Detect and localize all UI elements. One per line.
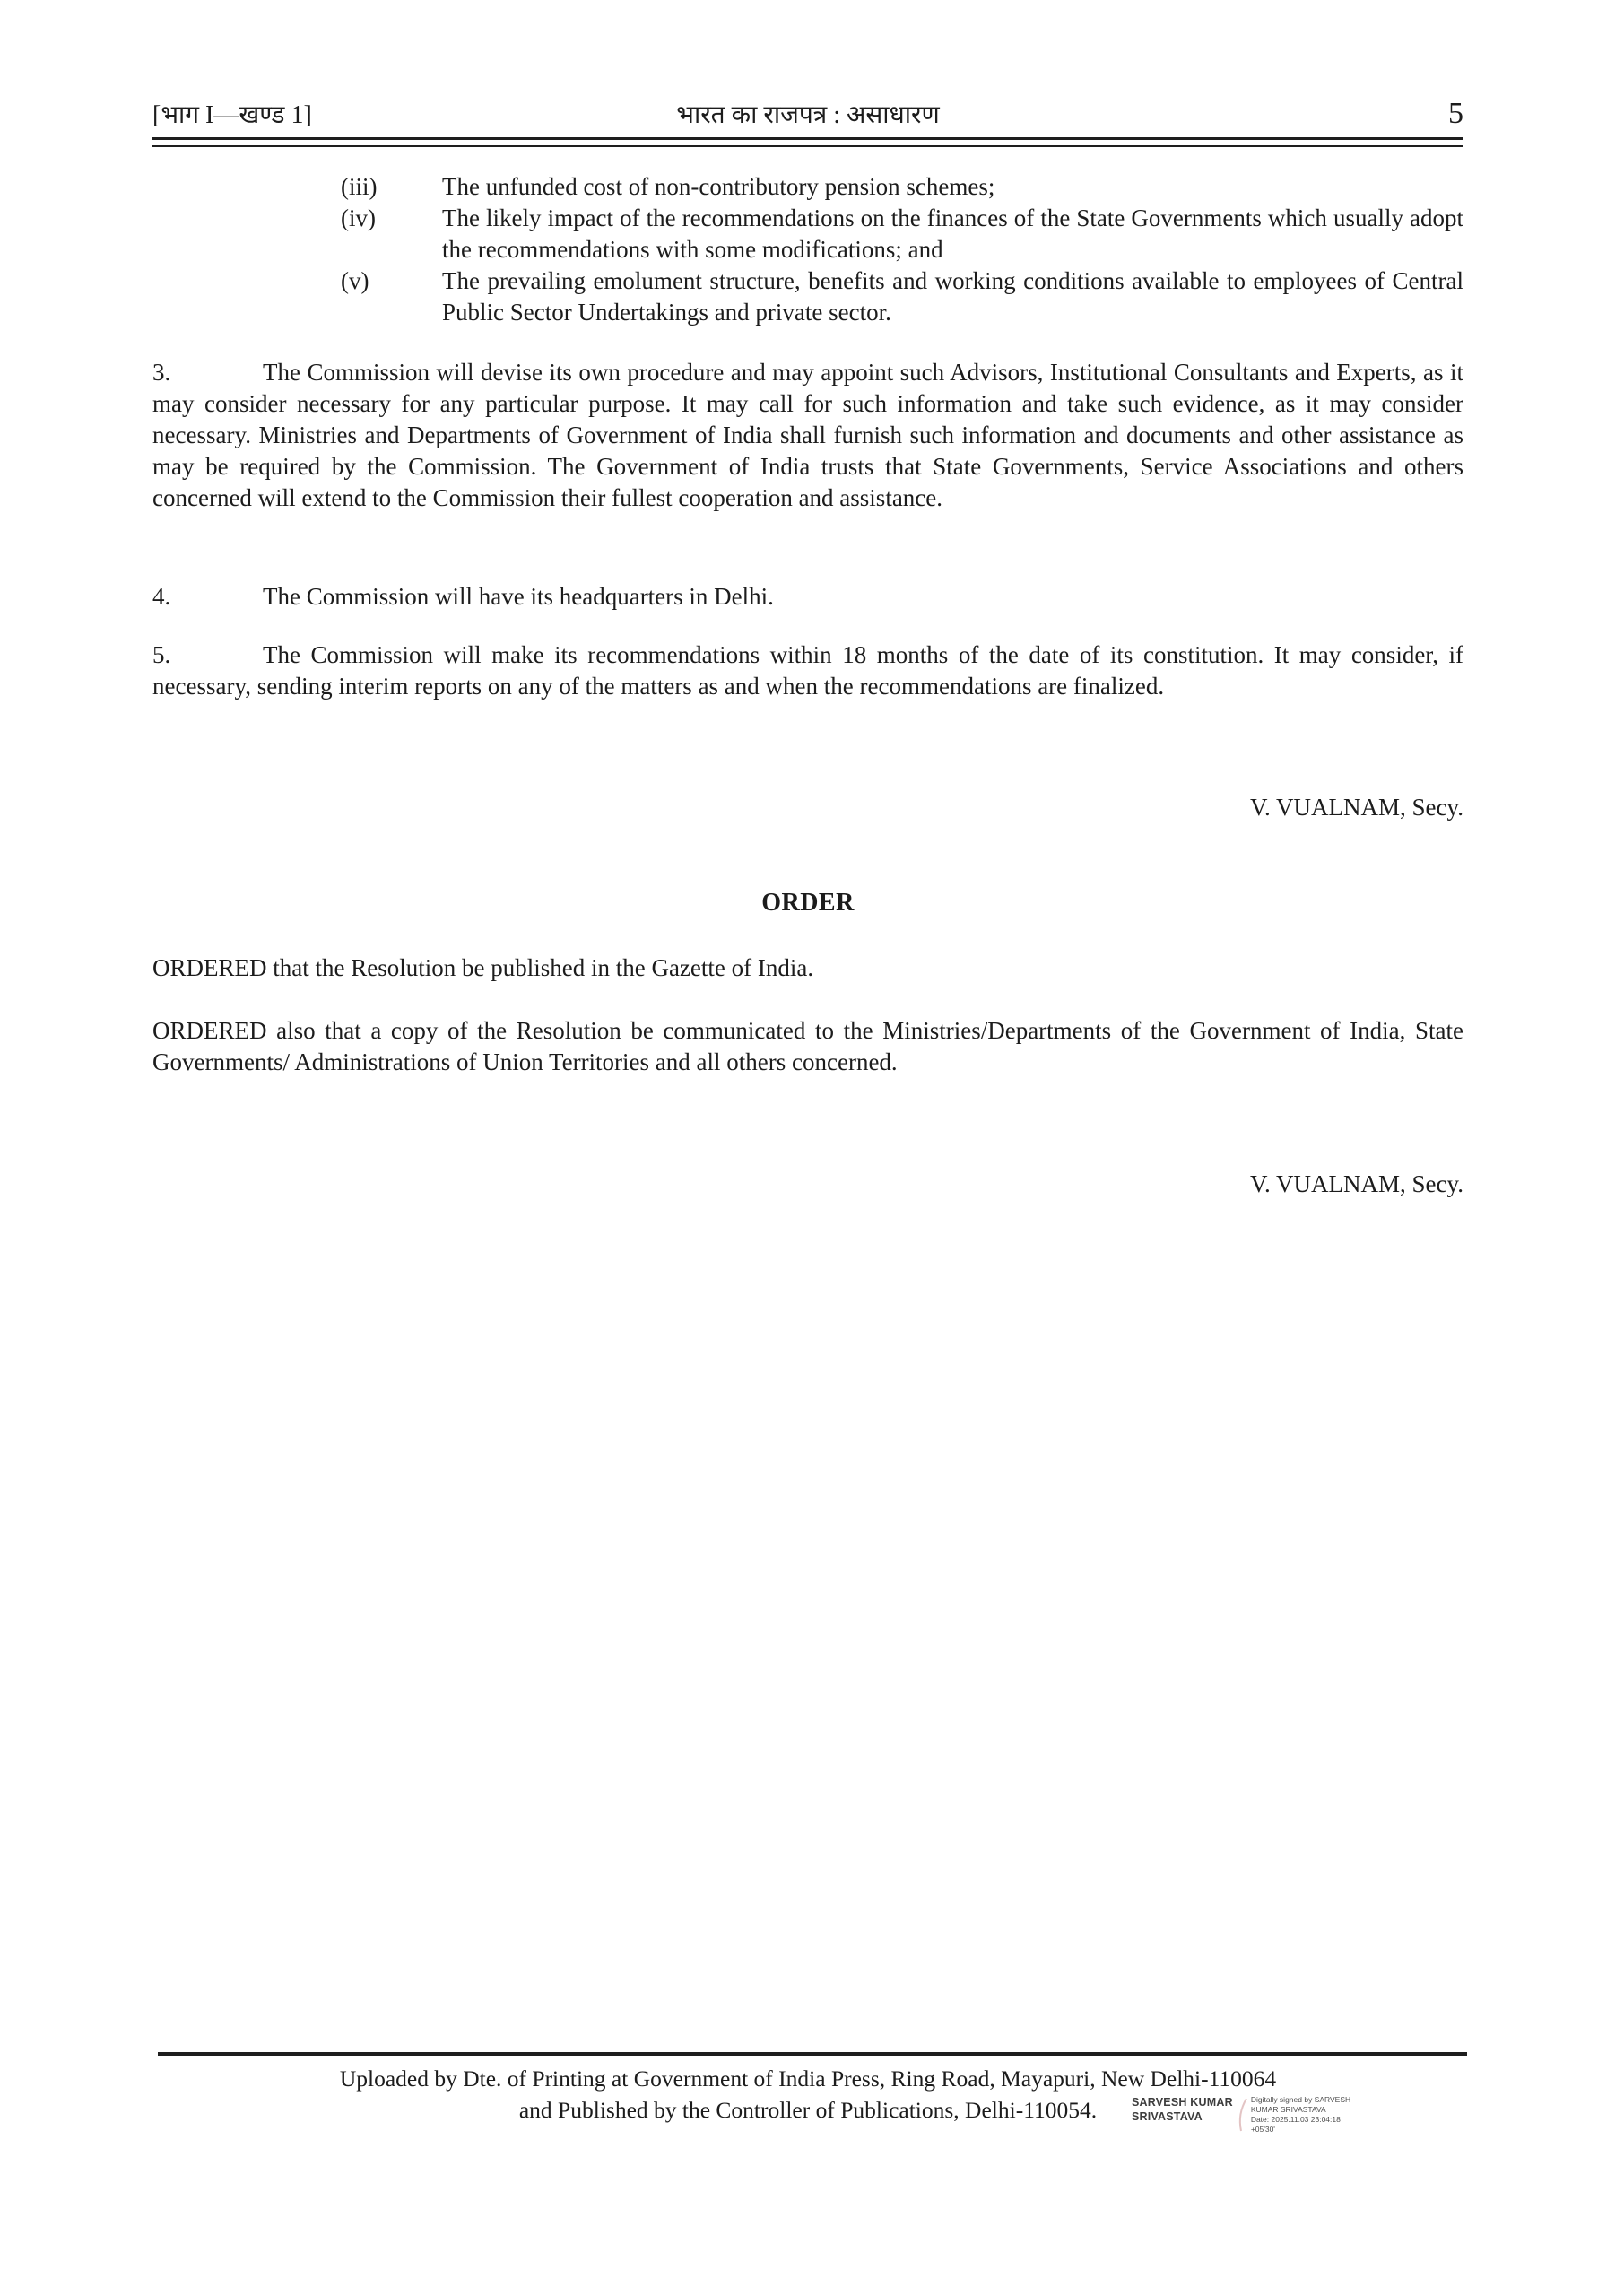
list-item	[152, 203, 1463, 265]
ordered-paragraph-1: ORDERED that the Resolution be published in the Gazette of India.	[152, 954, 814, 981]
signature-flourish-icon	[1236, 2097, 1248, 2133]
signature-details-text: Digitally signed by SARVESH KUMAR SRIVASTAVA	[1250, 2095, 1351, 2114]
paragraph-number: 5.	[152, 641, 171, 668]
consideration-list	[152, 171, 1463, 328]
list-item-text: The unfunded cost of non-contributory pension schemes;	[442, 173, 995, 200]
paragraph-number: 3.	[152, 359, 171, 386]
ordered-paragraph-2: ORDERED also that a copy of the Resolution be communicated to the Ministries/Departments of the Government of India, State Governments/ Administrations of Union Territories and all others concerned.	[152, 1017, 1463, 1075]
signature-details	[1251, 2095, 1351, 2135]
paragraph-5	[152, 639, 1463, 702]
paragraph-text: The Commission will make its recommendations within 18 months of the date of its constitution. It may consider, if necessary, sending interim reports on any of the matters as and when the recommendations are finalized.	[152, 641, 1463, 700]
page-number: 5	[1448, 97, 1463, 130]
digital-signature-block	[1132, 2095, 1351, 2135]
order-heading: ORDER	[761, 889, 855, 917]
footer-published-line	[152, 2095, 1463, 2134]
secretary-signature-1: V. VUALNAM, Secy.	[1249, 794, 1463, 821]
list-item-marker: (iii)	[341, 173, 378, 200]
list-item-marker: (iv)	[341, 204, 376, 231]
list-item	[152, 265, 1463, 328]
list-item-text: The likely impact of the recommendations on the finances of the State Governments which usually adopt the recommendations with some modifications; and	[442, 204, 1463, 263]
page-header	[152, 99, 1463, 131]
signer-name-line2: SRIVASTAVA	[1132, 2110, 1203, 2123]
header-part-section: [भाग I—खण्ड 1]	[152, 101, 312, 129]
list-item-text: The prevailing emolument structure, benefits and working conditions available to employees of Central Public Sector Undertakings and private sector.	[442, 267, 1463, 326]
paragraph-number: 4.	[152, 583, 171, 610]
footer-uploaded-line: Uploaded by Dte. of Printing at Government of India Press, Ring Road, Mayapuri, New Delhi-110064	[339, 2066, 1277, 2092]
signer-name	[1132, 2095, 1233, 2124]
paragraph-4	[152, 581, 1463, 613]
paragraph-text: The Commission will have its headquarters in Delhi.	[263, 583, 774, 610]
header-gazette-title: भारत का राजपत्र : असाधारण	[676, 101, 940, 129]
paragraph-3	[152, 357, 1463, 514]
list-item	[152, 171, 1463, 203]
paragraph-text: The Commission will devise its own procedure and may appoint such Advisors, Institutional Consultants and Experts, as it may consider necessary for any particular purpose. It may call for such information and take such evidence, as it may consider necessary. Ministries and Departments of Government of India shall furnish such information and documents and other assistance as may be required by the Commission. The Government of India trusts that State Governments, Service Associations and others concerned will extend to the Commission their fullest cooperation and assistance.	[152, 359, 1463, 511]
list-item-marker: (v)	[341, 267, 369, 294]
secretary-signature-2: V. VUALNAM, Secy.	[1249, 1170, 1463, 1197]
signer-name-line1: SARVESH KUMAR	[1132, 2096, 1233, 2109]
footer-published-text: and Published by the Controller of Publications, Delhi-110054.	[518, 2097, 1098, 2123]
footer-divider	[158, 2052, 1467, 2056]
signature-date: Date: 2025.11.03 23:04:18 +05'30'	[1250, 2115, 1341, 2134]
header-divider	[152, 137, 1463, 147]
